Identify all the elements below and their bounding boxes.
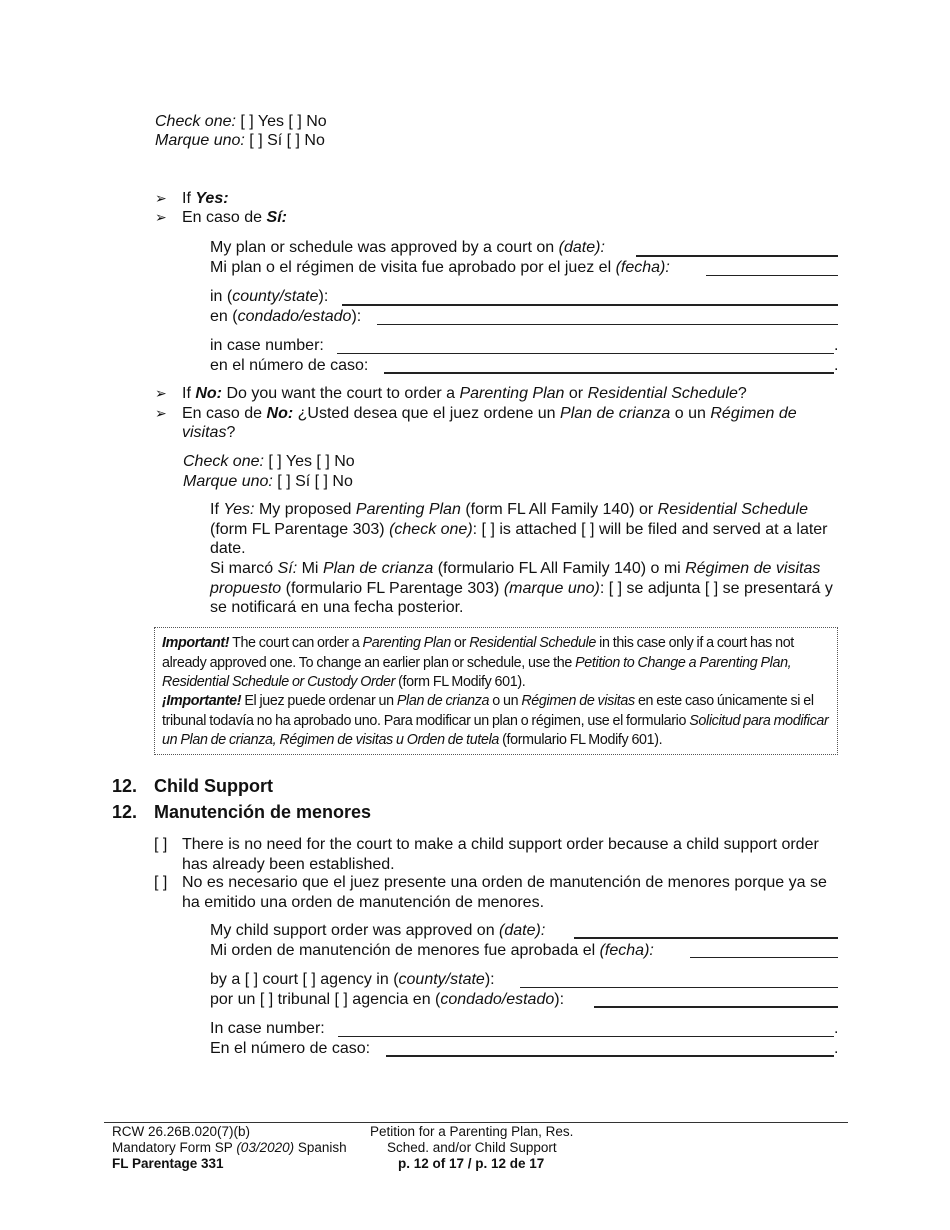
section-title-es: Manutención de menores [154, 802, 372, 822]
approved-fecha-field[interactable] [706, 275, 838, 276]
proposed-plan-es: Si marcó Sí: Mi Plan de crianza (formulario FL All Family 140) o mi Régimen de visitas propuesto (formulario FL Parentage 303) (marque uno): [ ] se adjunta [ ] se presentará y se notificará en una fecha posterior. [210, 560, 833, 616]
period: . [834, 1020, 839, 1037]
approved-date-label-en: My plan or schedule was approved by a court on (date): [210, 239, 605, 256]
approved-date-label-es: Mi plan o el régimen de visita fue aprobado por el juez el (fecha): [210, 259, 670, 276]
court-agency-label-es: por un [ ] tribunal [ ] agencia en (condado/estado): [210, 991, 565, 1008]
no-need-checkbox-es[interactable]: [ ] [154, 874, 168, 891]
period: . [834, 1040, 839, 1057]
court-agency-label-en: by a [ ] court [ ] agency in (county/state): [210, 971, 495, 988]
footer-mandatory-form: Mandatory Form SP (03/2020) Spanish [112, 1140, 347, 1155]
si-no-checkboxes[interactable]: [ ] Sí [ ] No [249, 132, 325, 149]
arrow-bullet-icon: ➢ [155, 385, 167, 401]
support-case-label-es: En el número de caso: [210, 1040, 371, 1057]
no-need-text-en: There is no need for the court to make a child support order because a child support order has already been established. [182, 836, 819, 873]
check-one-en-2: Check one: [ ] Yes [ ] No [183, 453, 355, 470]
if-no-es-line1: En caso de No: ¿Usted desea que el juez ordene un Plan de crianza o un Régimen de [182, 405, 797, 422]
check-one-es-2: Marque uno: [ ] Sí [ ] No [183, 473, 353, 490]
if-no-en: If No: Do you want the court to order a Parenting Plan or Residential Schedule? [182, 385, 747, 402]
no-need-checkbox[interactable]: [ ] [154, 836, 168, 853]
si-no-checkboxes[interactable]: [ ] Sí [ ] No [277, 473, 353, 490]
support-approved-fecha-field[interactable] [690, 957, 838, 958]
section-number: 12. [112, 802, 138, 822]
approved-date-field[interactable] [636, 255, 838, 257]
yes-no-checkboxes[interactable]: [ ] Yes [ ] No [268, 453, 355, 470]
case-number-label-es: en el número de caso: [210, 357, 369, 374]
county-label-es: en (condado/estado): [210, 308, 362, 325]
footer-title-line1: Petition for a Parenting Plan, Res. [370, 1124, 574, 1139]
support-approved-label-es: Mi orden de manutención de menores fue aprobada el (fecha): [210, 942, 654, 959]
if-no-es-line2: visitas? [182, 424, 236, 441]
section-number: 12. [112, 776, 138, 796]
yes-no-checkboxes[interactable]: [ ] Yes [ ] No [240, 113, 327, 130]
numero-caso-field[interactable] [384, 372, 834, 374]
section-title-en: Child Support [154, 776, 273, 796]
footer-page-number: p. 12 of 17 / p. 12 de 17 [398, 1156, 545, 1171]
proposed-plan-en: If Yes: My proposed Parenting Plan (form FL All Family 140) or Residential Schedule (form FL Parentage 303) (check one): [ ] is attached [ ] will be filed and served at a later date. [210, 501, 828, 557]
support-approved-label-en: My child support order was approved on (date): [210, 922, 546, 939]
check-one-es: Marque uno: [ ] Sí [ ] No [155, 132, 325, 149]
county-label-en: in (county/state): [210, 288, 329, 305]
footer-title-line2: Sched. and/or Child Support [387, 1140, 557, 1155]
arrow-bullet-icon: ➢ [155, 209, 167, 225]
tribunal-agencia-field[interactable] [594, 1006, 838, 1008]
case-number-field[interactable] [337, 353, 834, 354]
footer-rcw: RCW 26.26B.020(7)(b) [112, 1124, 251, 1139]
footer-rule [104, 1122, 848, 1123]
arrow-bullet-icon: ➢ [155, 190, 167, 206]
support-approved-date-field[interactable] [574, 937, 838, 939]
no-need-text-es: No es necesario que el juez presente una orden de manutención de menores porque ya se ha emitido una orden de manutención de menores. [182, 874, 827, 911]
footer-form-number: FL Parentage 331 [112, 1156, 224, 1171]
condado-estado-field[interactable] [377, 324, 838, 325]
check-one-en: Check one: [ ] Yes [ ] No [155, 113, 327, 130]
important-notice-es: ¡Importante! El juez puede ordenar un Plan de crianza o un Régimen de visitas en este caso únicamente si el tribunal todavía no ha aprobado uno. Para modificar un plan o régimen, use el formulario Solicitud para modificar un Plan de crianza, Régimen de visitas u Orden de tutela (formulario FL Modify 601). [162, 693, 829, 749]
support-case-number-field[interactable] [338, 1036, 834, 1037]
support-case-label-en: In case number: [210, 1020, 325, 1037]
court-agency-county-field[interactable] [520, 987, 838, 988]
important-notice-en: Important! The court can order a Parenting Plan or Residential Schedule in this case only if a court has not already approved one. To change an earlier plan or schedule, use the Petition to Change a Parenting Plan, Residential Schedule or Custody Order (form FL Modify 601). [162, 635, 794, 691]
if-yes-en: If Yes: [182, 190, 229, 207]
period: . [834, 357, 839, 374]
county-state-field[interactable] [342, 304, 838, 306]
period: . [834, 337, 839, 354]
if-yes-es: En caso de Sí: [182, 209, 287, 226]
case-number-label-en: in case number: [210, 337, 324, 354]
arrow-bullet-icon: ➢ [155, 405, 167, 421]
support-numero-caso-field[interactable] [386, 1055, 834, 1057]
